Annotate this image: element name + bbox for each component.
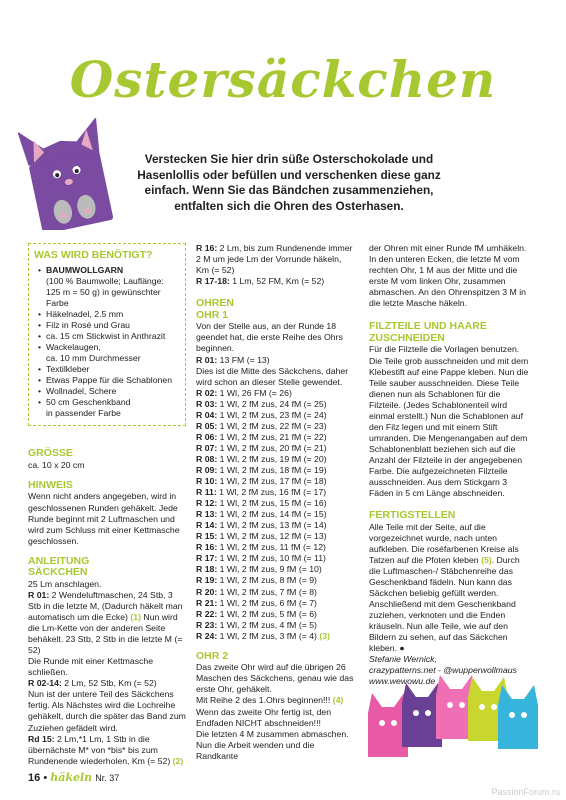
ear-row: R 02: 1 Wl, 26 FM (= 26) — [196, 387, 292, 398]
guide-heading: ANLEITUNG SÄCKCHEN — [28, 554, 90, 579]
guide-r1: R 01: 2 Wendeluftmaschen, 24 Stb, 3 Stb in die letzte M, (Dadurch häkelt man automatisch um die Ecke) (1) Nun wird die Lm-Kette von der anderen Seite behäkelt. 23 Stb, 2 Stb in die letzte M (= 52) — [28, 589, 183, 656]
bunny-bags-photo — [360, 655, 540, 775]
guide-p3: Nun ist der untere Teil des Säckchens fertig. Als Nächstes wird die Lochreihe gehäkelt, durch die später das Band zum Zuziehen gefädelt wird. — [28, 689, 186, 733]
materials-list — [34, 265, 180, 420]
ear2-p2: Mit Reihe 2 des 1.Ohrs beginnen!!! (4) — [196, 695, 344, 706]
author: Stefanie Wernick, — [369, 654, 437, 665]
guide-r15: Rd 15: 2 Lm,*1 Lm, 1 Stb in die übernächste M* von *bis* bis zum Rundenende wiederholen, Km (= 52) (2) — [28, 733, 184, 766]
ear-row: R 13: 1 Wl, 2 fM zus, 14 fM (= 15) — [196, 509, 327, 520]
ear-row: R 05: 1 Wl, 2 fM zus, 22 fM (= 23) — [196, 420, 327, 431]
ear-row: R 22: 1 Wl, 2 fM zus, 5 fM (= 6) — [196, 608, 317, 619]
ear2-p5: Nun die Arbeit wenden und die Randkante — [196, 739, 315, 761]
ear-row: R 15: 1 Wl, 2 fM zus, 12 fM (= 13) — [196, 531, 327, 542]
column-right — [369, 243, 533, 687]
materials-box — [28, 243, 186, 426]
row-r17-18: R 17-18: 1 Lm, 52 FM, Km (= 52) — [196, 276, 325, 287]
ear-row: R 10: 1 Wl, 2 fM zus, 17 fM (= 18) — [196, 476, 327, 487]
guide-p2: Die Runde mit einer Kettmasche schließen. — [28, 656, 154, 678]
ears-heading: OHREN OHR 1 — [196, 297, 234, 321]
felt-heading: FILZTEILE UND HAARE ZUSCHNEIDEN — [369, 320, 487, 344]
felt-text: Für die Filzteile die Vorlagen benutzen. Die Teile grob ausschneiden und mit dem Klebestift auf eine Pappe kleben. Nun die Teile sauber ausschneiden. Diese Teile dienen nun als Schablonen für die Filzteile. (Jedes Schablonenteil wird einmal erstellt.) Nun die Schablonen auf den Filz legen und mit einem Stift umranden. Die Mengenangaben auf dem Schablonenblatt beziehen sich auf die Anzahl der Filzteile in der angegebenen Farbe. Die aufgezeichneten Filzteile ausschneiden. Aus dem Stickgarn 3 Fäden in 5 cm Länge abschneiden. — [369, 344, 529, 499]
ear2-p3: Wenn das zweite Ohr fertig ist, den Endfaden NICHT abschneiden!!! — [196, 706, 332, 728]
intro-text: Verstecken Sie hier drin süße Osterschokolade und Hasenlollis oder befüllen und verschenken diese ganz einfach. Wenn Sie das Bändchen zusammenziehen, entfalten sich die Ohren des Osterhasen. — [137, 152, 441, 213]
page-number: 16 — [28, 772, 41, 784]
list-item: • Häkelnadel, 2.5 mm — [40, 309, 180, 320]
magazine-name: häkeln — [50, 771, 93, 784]
row-r16: R 16: 2 Lm, bis zum Rundenende immer 2 M um jede Lm der Vorrunde häkeln, Km (= 52) — [196, 243, 353, 276]
url: www.wewowu.de — [369, 676, 436, 687]
row-r01: R 01: 13 FM (= 13) — [196, 354, 270, 365]
list-item: • ca. 15 cm Stickwist in Anthrazit — [40, 331, 180, 342]
ear-row: R 14: 1 Wl, 2 fM zus, 13 fM (= 14) — [196, 520, 327, 531]
guide-r2-14: R 02-14: 2 Lm, 52 Stb, Km (= 52) — [28, 678, 157, 689]
ear2-p4: Die letzten 4 M zusammen abmaschen. — [196, 728, 349, 739]
hint-heading: HINWEIS — [28, 478, 73, 491]
list-item: • Wollnadel, Schere — [40, 386, 180, 397]
ear-row: R 12: 1 Wl, 2 fM zus, 15 fM (= 16) — [196, 498, 327, 509]
ear-row: R 03: 1 Wl, 2 fM zus, 24 fM (= 25) — [196, 398, 327, 409]
finish-heading: FERTIGSTELLEN — [369, 509, 456, 522]
ear-row: R 20: 1 Wl, 2 fM zus, 7 fM (= 8) — [196, 586, 317, 597]
ear-row: R 19: 1 Wl, 2 fM zus, 8 fM (= 9) — [196, 575, 317, 586]
materials-heading: WAS WIRD BENÖTIGT? — [34, 249, 153, 261]
ear-row: R 24: 1 Wl, 2 fM zus, 3 fM (= 4) (3) — [196, 630, 330, 641]
ear-row: R 17: 1 Wl, 2 fM zus, 10 fM (= 11) — [196, 553, 326, 564]
list-item: • BAUMWOLLGARN (100 % Baumwolle; Lauflänge: 125 m = 50 g) in gewünschter Farbe — [40, 265, 180, 309]
list-item: • Textilkleber — [40, 364, 180, 375]
col3-p1: der Ohren mit einer Runde fM umhäkeln. In den unteren Ecken, die letzte M vom rechten Ohr, 1 M aus der Mitte und die erste M vom linken Ohr, zusammen abmaschen. An den Ohrenspitzen 3 M in die letzte Masche häkeln. — [369, 243, 527, 309]
ear-row: R 07: 1 Wl, 2 fM zus, 20 fM (= 21) — [196, 442, 327, 453]
guide-p0: 25 Lm anschlagen. — [28, 578, 102, 589]
watermark: PassionForum.ru — [491, 787, 560, 797]
list-item: • Wackelaugen, ca. 10 mm Durchmesser — [40, 342, 180, 364]
column-middle — [196, 243, 356, 762]
ear-row: R 21: 1 Wl, 2 fM zus, 6 fM (= 7) — [196, 597, 317, 608]
ear-row: R 16: 1 Wl, 2 fM zus, 11 fM (= 12) — [196, 542, 326, 553]
hint-text: Wenn nicht anders angegeben, wird in geschlossenen Runden gehäkelt. Jede Runde beginnt mit 2 Luftmaschen und wird zum Schluss mit einer Kettmasche geschlossen. — [28, 491, 180, 546]
ear1-p1: Von der Stelle aus, an der Runde 18 geendet hat, die erste Reihe des Ohrs beginnen. — [196, 321, 343, 354]
ear-row: R 09: 1 Wl, 2 fM zus, 18 fM (= 19) — [196, 464, 327, 475]
ear-row: R 06: 1 Wl, 2 fM zus, 21 fM (= 22) — [196, 431, 327, 442]
finish-text: Alle Teile mit der Seite, auf die vorgezeichnet wurde, nach unten aufkleben. Die roséfarbenen Kreise als Tatzen auf die Pfoten kleben (5). Durch die Luftmaschen-/ Stäbchenreihe das Geschenkband fädeln. Nun kann das Säckchen beliebig gefüllt werden. Anschließend mit dem Geschenkband zuziehen, verknoten und die Enden kräuseln. Nun alle Teile, wie auf den Bildern zu sehen, auf das Säckchen kleben. ● — [369, 521, 520, 654]
ear1-p2: Dies ist die Mitte des Säckchens, daher wird schon an dieser Stelle gewendet. — [196, 365, 349, 387]
ear-row: R 18: 1 Wl, 2 fM zus, 9 fM (= 10) — [196, 564, 322, 575]
bunny-bag-illustration — [18, 118, 118, 230]
list-item: • 50 cm Geschenkband in passender Farbe — [40, 397, 180, 419]
ear-row: R 08: 1 Wl, 2 fM zus, 19 fM (= 20) — [196, 453, 327, 464]
ear-rows — [196, 388, 356, 642]
size-text: ca. 10 x 20 cm — [28, 459, 85, 470]
size-heading: GRÖSSE — [28, 447, 73, 460]
ear2-heading: OHR 2 — [196, 649, 229, 662]
ear-row: R 11: 1 Wl, 2 fM zus, 16 fM (= 17) — [196, 487, 327, 498]
page-title: Ostersäckchen — [69, 50, 497, 109]
list-item: • Etwas Pappe für die Schablonen — [40, 375, 180, 386]
issue-number: Nr. 37 — [95, 773, 120, 783]
ear2-p1: Das zweite Ohr wird auf die übrigen 26 Maschen des Säckchens, genau wie das erste Ohr, gehäkelt. — [196, 662, 354, 695]
page-footer: 16 • häkeln Nr. 37 — [28, 771, 120, 784]
ear-row: R 23: 1 Wl, 2 fM zus, 4 fM (= 5) — [196, 619, 317, 630]
ear-row: R 04: 1 Wl, 2 fM zus, 23 fM (= 24) — [196, 409, 327, 420]
column-left — [28, 243, 186, 767]
credit: crazypatterns.net - @wupperwollmaus — [369, 665, 517, 676]
list-item: • Filz in Rosé und Grau — [40, 320, 180, 331]
